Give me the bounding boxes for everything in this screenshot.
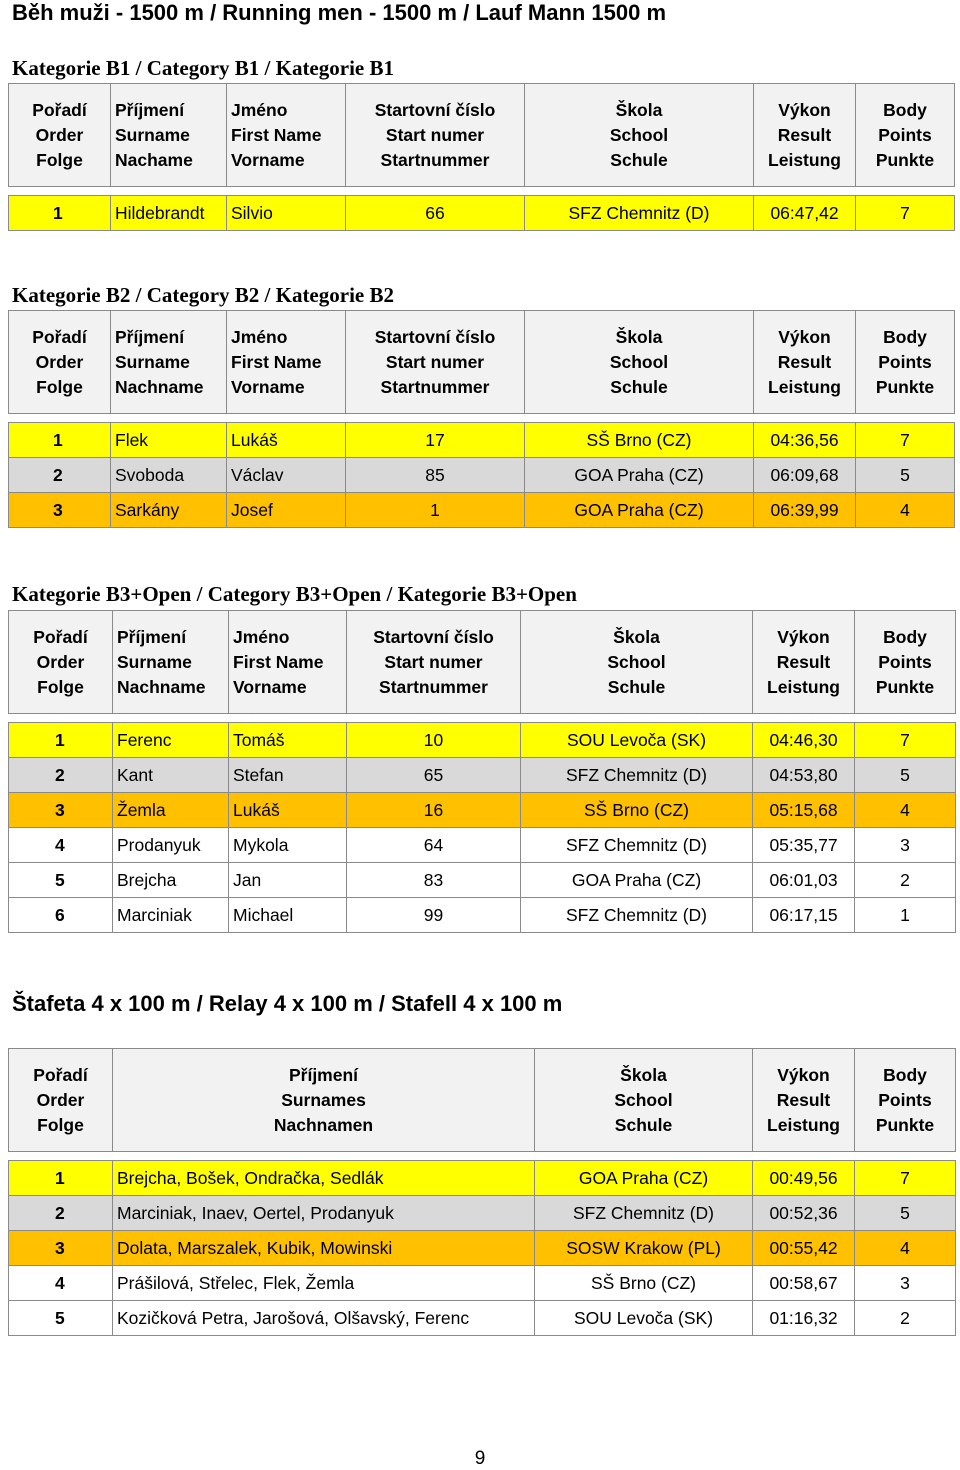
table-row <box>9 1196 956 1231</box>
school-cell: GOA Praha (CZ) <box>535 1161 753 1196</box>
header-surname: Příjmení Surname Nachame <box>111 84 227 187</box>
names-cell: Kozičková Petra, Jarošová, Olšavský, Ferenc <box>113 1301 535 1336</box>
category-b3-table <box>8 610 956 933</box>
points-cell: 1 <box>855 898 956 933</box>
header-school: Škola School Schule <box>535 1049 753 1152</box>
points-cell: 5 <box>856 458 955 493</box>
header-surname: Příjmení Surname Nachname <box>111 311 227 414</box>
category-b1-table <box>8 83 955 231</box>
place-cell: 6 <box>9 898 113 933</box>
school-cell: GOA Praha (CZ) <box>521 863 753 898</box>
header-order: Pořadí Order Folge <box>9 84 111 187</box>
place-cell: 1 <box>9 423 111 458</box>
school-cell: SŠ Brno (CZ) <box>535 1266 753 1301</box>
header-points: Body Points Punkte <box>855 1049 956 1152</box>
result-cell: 06:01,03 <box>753 863 855 898</box>
place-cell: 2 <box>9 758 113 793</box>
table-row <box>9 423 955 458</box>
points-cell: 4 <box>856 493 955 528</box>
table-row <box>9 898 956 933</box>
table-row <box>9 863 956 898</box>
surname-cell: Marciniak <box>113 898 229 933</box>
place-cell: 3 <box>9 493 111 528</box>
table-header-row <box>9 311 955 414</box>
table-row <box>9 1161 956 1196</box>
first-name-cell: Jan <box>229 863 347 898</box>
category-b3-title: Kategorie B3+Open / Category B3+Open / Kategorie B3+Open <box>12 582 577 606</box>
first-name-cell: Mykola <box>229 828 347 863</box>
place-cell: 2 <box>9 458 111 493</box>
points-cell: 7 <box>855 723 956 758</box>
surname-cell: Hildebrandt <box>111 196 227 231</box>
table-row <box>9 458 955 493</box>
category-b2-table <box>8 310 955 528</box>
surname-cell: Žemla <box>113 793 229 828</box>
header-first-name: Jméno First Name Vorname <box>227 311 346 414</box>
table-row <box>9 1266 956 1301</box>
table-row <box>9 1231 956 1266</box>
relay-title: Štafeta 4 x 100 m / Relay 4 x 100 m / Stafell 4 x 100 m <box>12 991 563 1016</box>
header-result: Výkon Result Leistung <box>754 311 856 414</box>
school-cell: SŠ Brno (CZ) <box>521 793 753 828</box>
surname-cell: Prodanyuk <box>113 828 229 863</box>
surname-cell: Brejcha <box>113 863 229 898</box>
names-cell: Marciniak, Inaev, Oertel, Prodanyuk <box>113 1196 535 1231</box>
result-cell: 00:55,42 <box>753 1231 855 1266</box>
place-cell: 1 <box>9 1161 113 1196</box>
table-header-row <box>9 84 955 187</box>
header-points: Body Points Punkte <box>856 311 955 414</box>
start-number-cell: 83 <box>347 863 521 898</box>
school-cell: SFZ Chemnitz (D) <box>535 1196 753 1231</box>
start-number-cell: 64 <box>347 828 521 863</box>
points-cell: 2 <box>855 863 956 898</box>
points-cell: 7 <box>856 196 955 231</box>
start-number-cell: 66 <box>346 196 525 231</box>
result-cell: 05:35,77 <box>753 828 855 863</box>
result-cell: 06:39,99 <box>754 493 856 528</box>
header-points: Body Points Punkte <box>856 84 955 187</box>
result-cell: 00:52,36 <box>753 1196 855 1231</box>
first-name-cell: Josef <box>227 493 346 528</box>
table-row <box>9 793 956 828</box>
table-row <box>9 493 955 528</box>
place-cell: 1 <box>9 196 111 231</box>
result-cell: 06:47,42 <box>754 196 856 231</box>
school-cell: SFZ Chemnitz (D) <box>521 898 753 933</box>
surname-cell: Flek <box>111 423 227 458</box>
place-cell: 5 <box>9 863 113 898</box>
header-order: Pořadí Order Folge <box>9 611 113 714</box>
points-cell: 4 <box>855 1231 956 1266</box>
points-cell: 4 <box>855 793 956 828</box>
school-cell: SŠ Brno (CZ) <box>525 423 754 458</box>
header-result: Výkon Result Leistung <box>754 84 856 187</box>
header-order: Pořadí Order Folge <box>9 311 111 414</box>
school-cell: GOA Praha (CZ) <box>525 493 754 528</box>
first-name-cell: Lukáš <box>227 423 346 458</box>
first-name-cell: Lukáš <box>229 793 347 828</box>
points-cell: 5 <box>855 758 956 793</box>
result-cell: 00:58,67 <box>753 1266 855 1301</box>
result-cell: 04:36,56 <box>754 423 856 458</box>
first-name-cell: Stefan <box>229 758 347 793</box>
surname-cell: Svoboda <box>111 458 227 493</box>
school-cell: SFZ Chemnitz (D) <box>525 196 754 231</box>
table-header-row <box>9 611 956 714</box>
header-school: Škola School Schule <box>525 311 754 414</box>
table-row <box>9 723 956 758</box>
header-result: Výkon Result Leistung <box>753 1049 855 1152</box>
names-cell: Brejcha, Bošek, Ondračka, Sedlák <box>113 1161 535 1196</box>
header-first-name: Jméno First Name Vorname <box>227 84 346 187</box>
header-points: Body Points Punkte <box>855 611 956 714</box>
points-cell: 5 <box>855 1196 956 1231</box>
result-cell: 00:49,56 <box>753 1161 855 1196</box>
school-cell: SOU Levoča (SK) <box>521 723 753 758</box>
first-name-cell: Silvio <box>227 196 346 231</box>
header-start-number: Startovní číslo Start numer Startnummer <box>346 311 525 414</box>
points-cell: 7 <box>856 423 955 458</box>
header-school: Škola School Schule <box>521 611 753 714</box>
start-number-cell: 16 <box>347 793 521 828</box>
school-cell: SFZ Chemnitz (D) <box>521 828 753 863</box>
start-number-cell: 10 <box>347 723 521 758</box>
start-number-cell: 99 <box>347 898 521 933</box>
place-cell: 4 <box>9 828 113 863</box>
names-cell: Dolata, Marszalek, Kubik, Mowinski <box>113 1231 535 1266</box>
school-cell: SOU Levoča (SK) <box>535 1301 753 1336</box>
result-cell: 04:53,80 <box>753 758 855 793</box>
start-number-cell: 65 <box>347 758 521 793</box>
category-b1-title: Kategorie B1 / Category B1 / Kategorie B1 <box>12 56 394 80</box>
header-surnames: Příjmení Surnames Nachnamen <box>113 1049 535 1152</box>
first-name-cell: Tomáš <box>229 723 347 758</box>
table-row <box>9 1301 956 1336</box>
place-cell: 5 <box>9 1301 113 1336</box>
relay-table <box>8 1048 956 1336</box>
place-cell: 3 <box>9 1231 113 1266</box>
header-result: Výkon Result Leistung <box>753 611 855 714</box>
school-cell: GOA Praha (CZ) <box>525 458 754 493</box>
surname-cell: Ferenc <box>113 723 229 758</box>
start-number-cell: 1 <box>346 493 525 528</box>
result-cell: 04:46,30 <box>753 723 855 758</box>
points-cell: 3 <box>855 1266 956 1301</box>
table-row <box>9 196 955 231</box>
table-row <box>9 828 956 863</box>
result-cell: 01:16,32 <box>753 1301 855 1336</box>
header-order: Pořadí Order Folge <box>9 1049 113 1152</box>
names-cell: Prášilová, Střelec, Flek, Žemla <box>113 1266 535 1301</box>
points-cell: 2 <box>855 1301 956 1336</box>
surname-cell: Sarkány <box>111 493 227 528</box>
surname-cell: Kant <box>113 758 229 793</box>
first-name-cell: Michael <box>229 898 347 933</box>
header-surname: Příjmení Surname Nachname <box>113 611 229 714</box>
place-cell: 1 <box>9 723 113 758</box>
result-cell: 06:09,68 <box>754 458 856 493</box>
place-cell: 2 <box>9 1196 113 1231</box>
start-number-cell: 85 <box>346 458 525 493</box>
header-start-number: Startovní číslo Start numer Startnummer <box>346 84 525 187</box>
place-cell: 3 <box>9 793 113 828</box>
points-cell: 7 <box>855 1161 956 1196</box>
page-number: 9 <box>474 1448 486 1469</box>
first-name-cell: Václav <box>227 458 346 493</box>
category-b2-title: Kategorie B2 / Category B2 / Kategorie B2 <box>12 283 394 307</box>
page-title: Běh muži - 1500 m / Running men - 1500 m / Lauf Mann 1500 m <box>12 0 667 25</box>
result-cell: 06:17,15 <box>753 898 855 933</box>
place-cell: 4 <box>9 1266 113 1301</box>
school-cell: SFZ Chemnitz (D) <box>521 758 753 793</box>
school-cell: SOSW Krakow (PL) <box>535 1231 753 1266</box>
header-first-name: Jméno First Name Vorname <box>229 611 347 714</box>
start-number-cell: 17 <box>346 423 525 458</box>
header-start-number: Startovní číslo Start numer Startnummer <box>347 611 521 714</box>
header-school: Škola School Schule <box>525 84 754 187</box>
table-row <box>9 758 956 793</box>
points-cell: 3 <box>855 828 956 863</box>
result-cell: 05:15,68 <box>753 793 855 828</box>
table-header-row <box>9 1049 956 1152</box>
